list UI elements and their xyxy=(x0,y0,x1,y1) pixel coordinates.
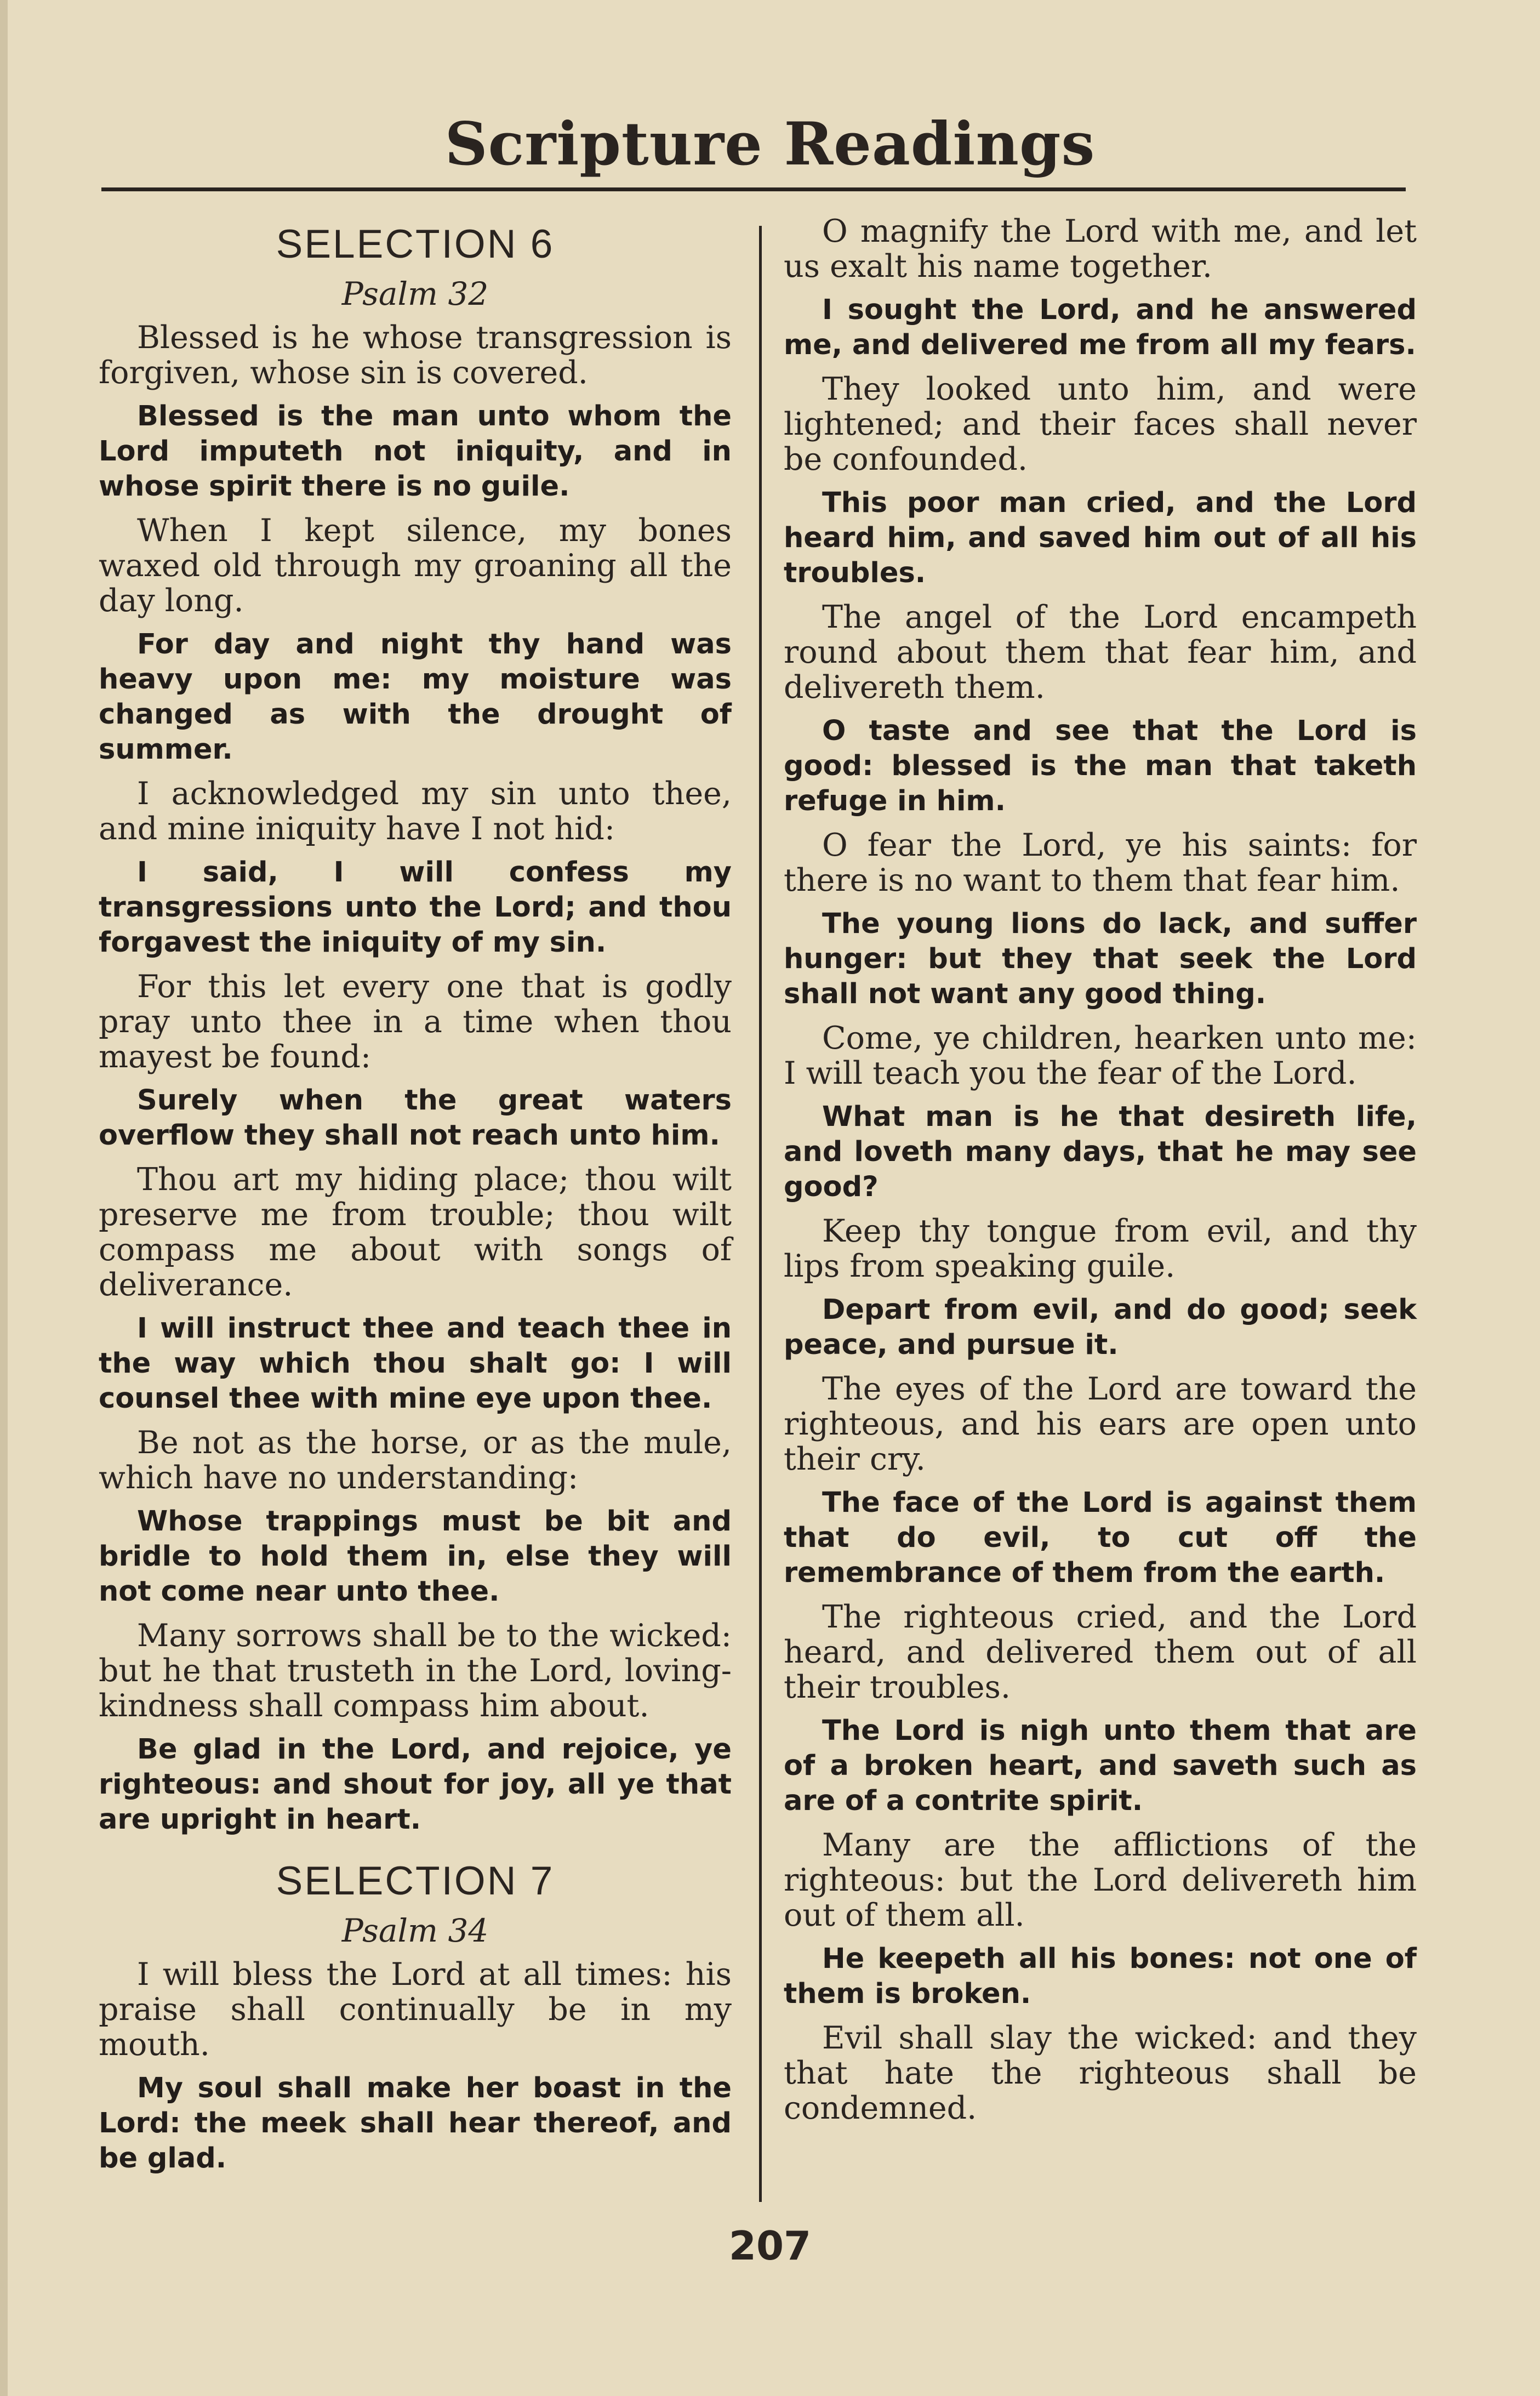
verse: Whose trappings must be bit and bridle to hold them in, else they will not come near unto thee. xyxy=(99,1505,732,1608)
selection-6-psalm: Psalm 32 xyxy=(341,275,489,312)
left-column xyxy=(99,214,732,2185)
header-rule xyxy=(101,187,1406,191)
verse: Come, ye children, hearken unto me: I will teach you the fear of the Lord. xyxy=(784,1020,1417,1091)
verse: I acknowledged my sin unto thee, and mine iniquity have I not hid: xyxy=(99,776,732,847)
verse: O magnify the Lord with me, and let us exalt his name together. xyxy=(784,213,1417,284)
verse: Thou art my hiding place; thou wilt preserve me from trouble; thou wilt compass me about with songs of deliverance. xyxy=(99,1162,732,1303)
selection-7-psalm: Psalm 34 xyxy=(341,1912,489,1949)
page-header: Scripture Readings xyxy=(444,110,1096,179)
verse: Surely when the great waters overflow they shall not reach unto him. xyxy=(99,1084,732,1152)
verse: O taste and see that the Lord is good: blessed is the man that taketh refuge in him. xyxy=(784,715,1417,817)
verse: The righteous cried, and the Lord heard, and delivered them out of all their troubles. xyxy=(784,1599,1417,1705)
selection-6-title: SELECTION 6 xyxy=(276,222,555,266)
verse: When I kept silence, my bones waxed old through my groaning all the day long. xyxy=(99,513,732,619)
verse: Many are the afflictions of the righteous: but the Lord delivereth him out of them all. xyxy=(784,1827,1417,1933)
verse: Evil shall slay the wicked: and they that hate the righteous shall be condemned. xyxy=(784,2020,1417,2126)
verse: What man is he that desireth life, and loveth many days, that he may see good? xyxy=(784,1101,1417,1203)
column-divider xyxy=(759,226,762,2202)
verse: I will bless the Lord at all times: his praise shall continually be in my mouth. xyxy=(99,1956,732,2063)
verse: I said, I will confess my transgressions unto the Lord; and thou forgavest the iniquity of my sin. xyxy=(99,856,732,959)
verse: Depart from evil, and do good; seek peace, and pursue it. xyxy=(784,1294,1417,1361)
verse: The Lord is nigh unto them that are of a broken heart, and saveth such as are of a contrite spirit. xyxy=(784,1715,1417,1817)
verse: Many sorrows shall be to the wicked: but he that trusteth in the Lord, loving-kindness shall compass him about. xyxy=(99,1618,732,1724)
verse: They looked unto him, and were lightened; and their faces shall never be confounded. xyxy=(784,371,1417,477)
page-edge xyxy=(0,0,8,2396)
right-column-verses xyxy=(784,214,1417,2126)
verse: Keep thy tongue from evil, and thy lips from speaking guile. xyxy=(784,1213,1417,1284)
selection-7-verses xyxy=(99,1957,732,2176)
verse: Be glad in the Lord, and rejoice, ye righteous: and shout for joy, all ye that are upright in heart. xyxy=(99,1733,732,1836)
verse: I will instruct thee and teach thee in the way which thou shalt go: I will counsel thee with mine eye upon thee. xyxy=(99,1312,732,1415)
verse: The face of the Lord is against them that do evil, to cut off the remembrance of them from the earth. xyxy=(784,1487,1417,1589)
verse: My soul shall make her boast in the Lord: the meek shall hear thereof, and be glad. xyxy=(99,2072,732,2175)
verse: For this let every one that is godly pray unto thee in a time when thou mayest be found: xyxy=(99,969,732,1075)
verse: Blessed is the man unto whom the Lord imputeth not iniquity, and in whose spirit there is no guile. xyxy=(99,400,732,503)
verse: He keepeth all his bones: not one of them is broken. xyxy=(784,1943,1417,2010)
right-column xyxy=(784,214,1417,2135)
selection-7-title: SELECTION 7 xyxy=(276,1859,555,1903)
verse: The eyes of the Lord are toward the righteous, and his ears are open unto their cry. xyxy=(784,1371,1417,1477)
verse: This poor man cried, and the Lord heard him, and saved him out of all his troubles. xyxy=(784,487,1417,589)
verse: For day and night thy hand was heavy upon me: my moisture was changed as with the drought of summer. xyxy=(99,628,732,766)
verse: O fear the Lord, ye his saints: for there is no want to them that fear him. xyxy=(784,827,1417,898)
verse: Be not as the horse, or as the mule, which have no understanding: xyxy=(99,1425,732,1496)
selection-6-verses xyxy=(99,320,732,1837)
verse: The angel of the Lord encampeth round about them that fear him, and delivereth them. xyxy=(784,599,1417,705)
verse: The young lions do lack, and suffer hunger: but they that seek the Lord shall not want any good thing. xyxy=(784,908,1417,1010)
verse: I sought the Lord, and he answered me, and delivered me from all my fears. xyxy=(784,294,1417,361)
verse: Blessed is he whose transgression is forgiven, whose sin is covered. xyxy=(99,320,732,391)
page-number: 207 xyxy=(728,2223,812,2269)
